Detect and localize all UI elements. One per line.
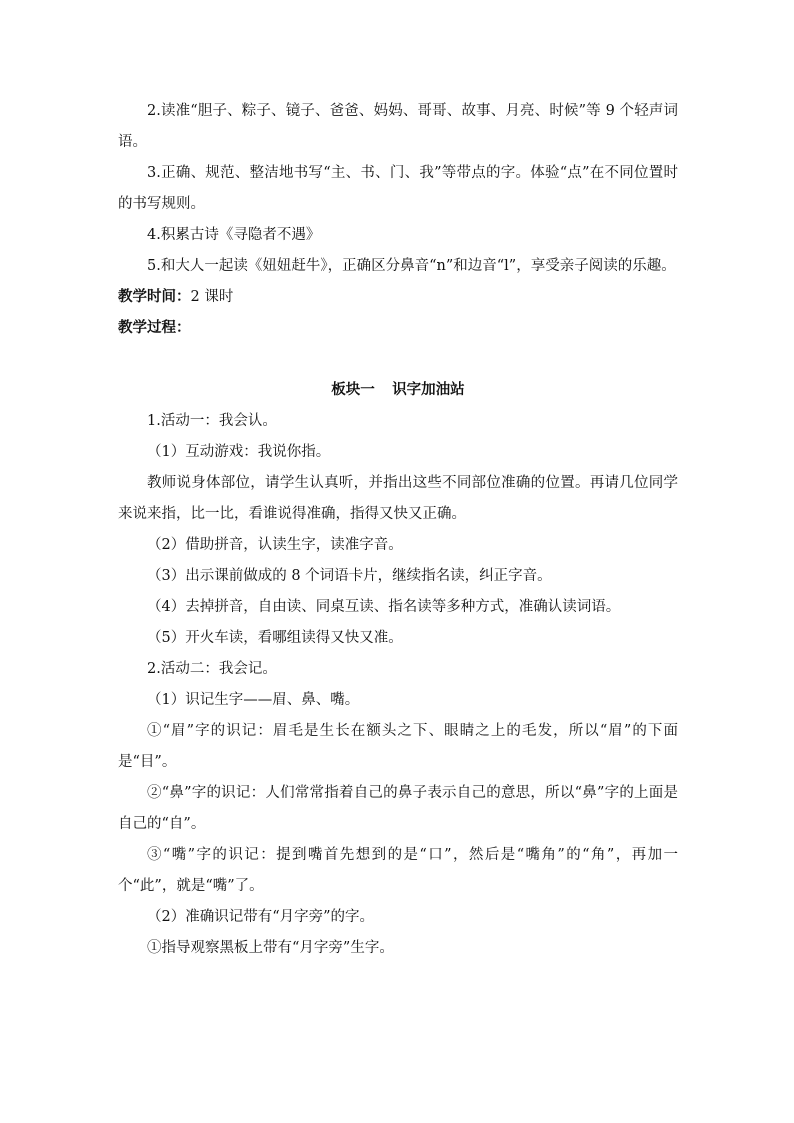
activity-2-step-2: （2）准确识记带有“月字旁”的字。 xyxy=(147,909,375,925)
objective-5: 5.和大人一起读《妞妞赶牛》，正确区分鼻音“n”和边音“l”，享受亲子阅读的乐趣。 xyxy=(147,258,676,274)
activity-2-heading: 2.活动二：我会记。 xyxy=(147,661,277,677)
activity-1-heading: 1.活动一：我会认。 xyxy=(147,413,277,429)
activity-1-step-3: （3）出示课前做成的 8 个词语卡片，继续指名读，纠正字音。 xyxy=(147,568,552,584)
activity-2-step-1-item-2: ②“鼻”字的识记：人们常常指着自己的鼻子表示自己的意思，所以“鼻”字的上面是自己的“自”。 xyxy=(118,785,678,832)
section-title: 识字加油站 xyxy=(392,382,465,398)
activity-1-step-1: （1）互动游戏：我说你指。 xyxy=(147,444,331,460)
objective-3: 3.正确、规范、整洁地书写“主、书、门、我”等带点的字。体验“点”在不同位置时的书写规则。 xyxy=(118,165,678,212)
objective-4: 4.积累古诗《寻隐者不遇》 xyxy=(147,227,321,243)
teaching-time-value: 2 课时 xyxy=(190,289,234,305)
section-part: 板块一 xyxy=(331,382,375,398)
activity-2-step-1: （1）识记生字——眉、鼻、嘴。 xyxy=(147,692,360,708)
activity-1-step-1-detail: 教师说身体部位，请学生认真听，并指出这些不同部位准确的位置。再请几位同学来说来指，比一比，看谁说得准确，指得又快又正确。 xyxy=(118,475,678,522)
document-page xyxy=(118,96,678,964)
objective-2: 2.读准“胆子、粽子、镜子、爸爸、妈妈、哥哥、故事、月亮、时候”等 9 个轻声词语。 xyxy=(118,103,678,150)
activity-1-step-4: （4）去掉拼音，自由读、同桌互读、指名读等多种方式，准确认读词语。 xyxy=(147,599,621,615)
activity-2-step-1-item-3: ③“嘴”字的识记：提到嘴首先想到的是“口”，然后是“嘴角”的“角”，再加一个“此”，就是“嘴”了。 xyxy=(118,847,678,894)
teaching-process-label: 教学过程： xyxy=(118,320,191,336)
teaching-time xyxy=(118,282,678,313)
activity-1-step-5: （5）开火车读，看哪组读得又快又准。 xyxy=(147,630,403,646)
teaching-time-label: 教学时间： xyxy=(118,289,191,305)
activity-2-step-2-item-1: ①指导观察黑板上带有“月字旁”生字。 xyxy=(147,940,394,956)
activity-2-step-1-item-1: ①“眉”字的识记：眉毛是生长在额头之下、眼睛之上的毛发，所以“眉”的下面是“目”。 xyxy=(118,723,678,770)
section-heading xyxy=(118,375,678,406)
section-spacer xyxy=(118,344,678,375)
activity-1-step-2: （2）借助拼音，认读生字，读准字音。 xyxy=(147,537,403,553)
